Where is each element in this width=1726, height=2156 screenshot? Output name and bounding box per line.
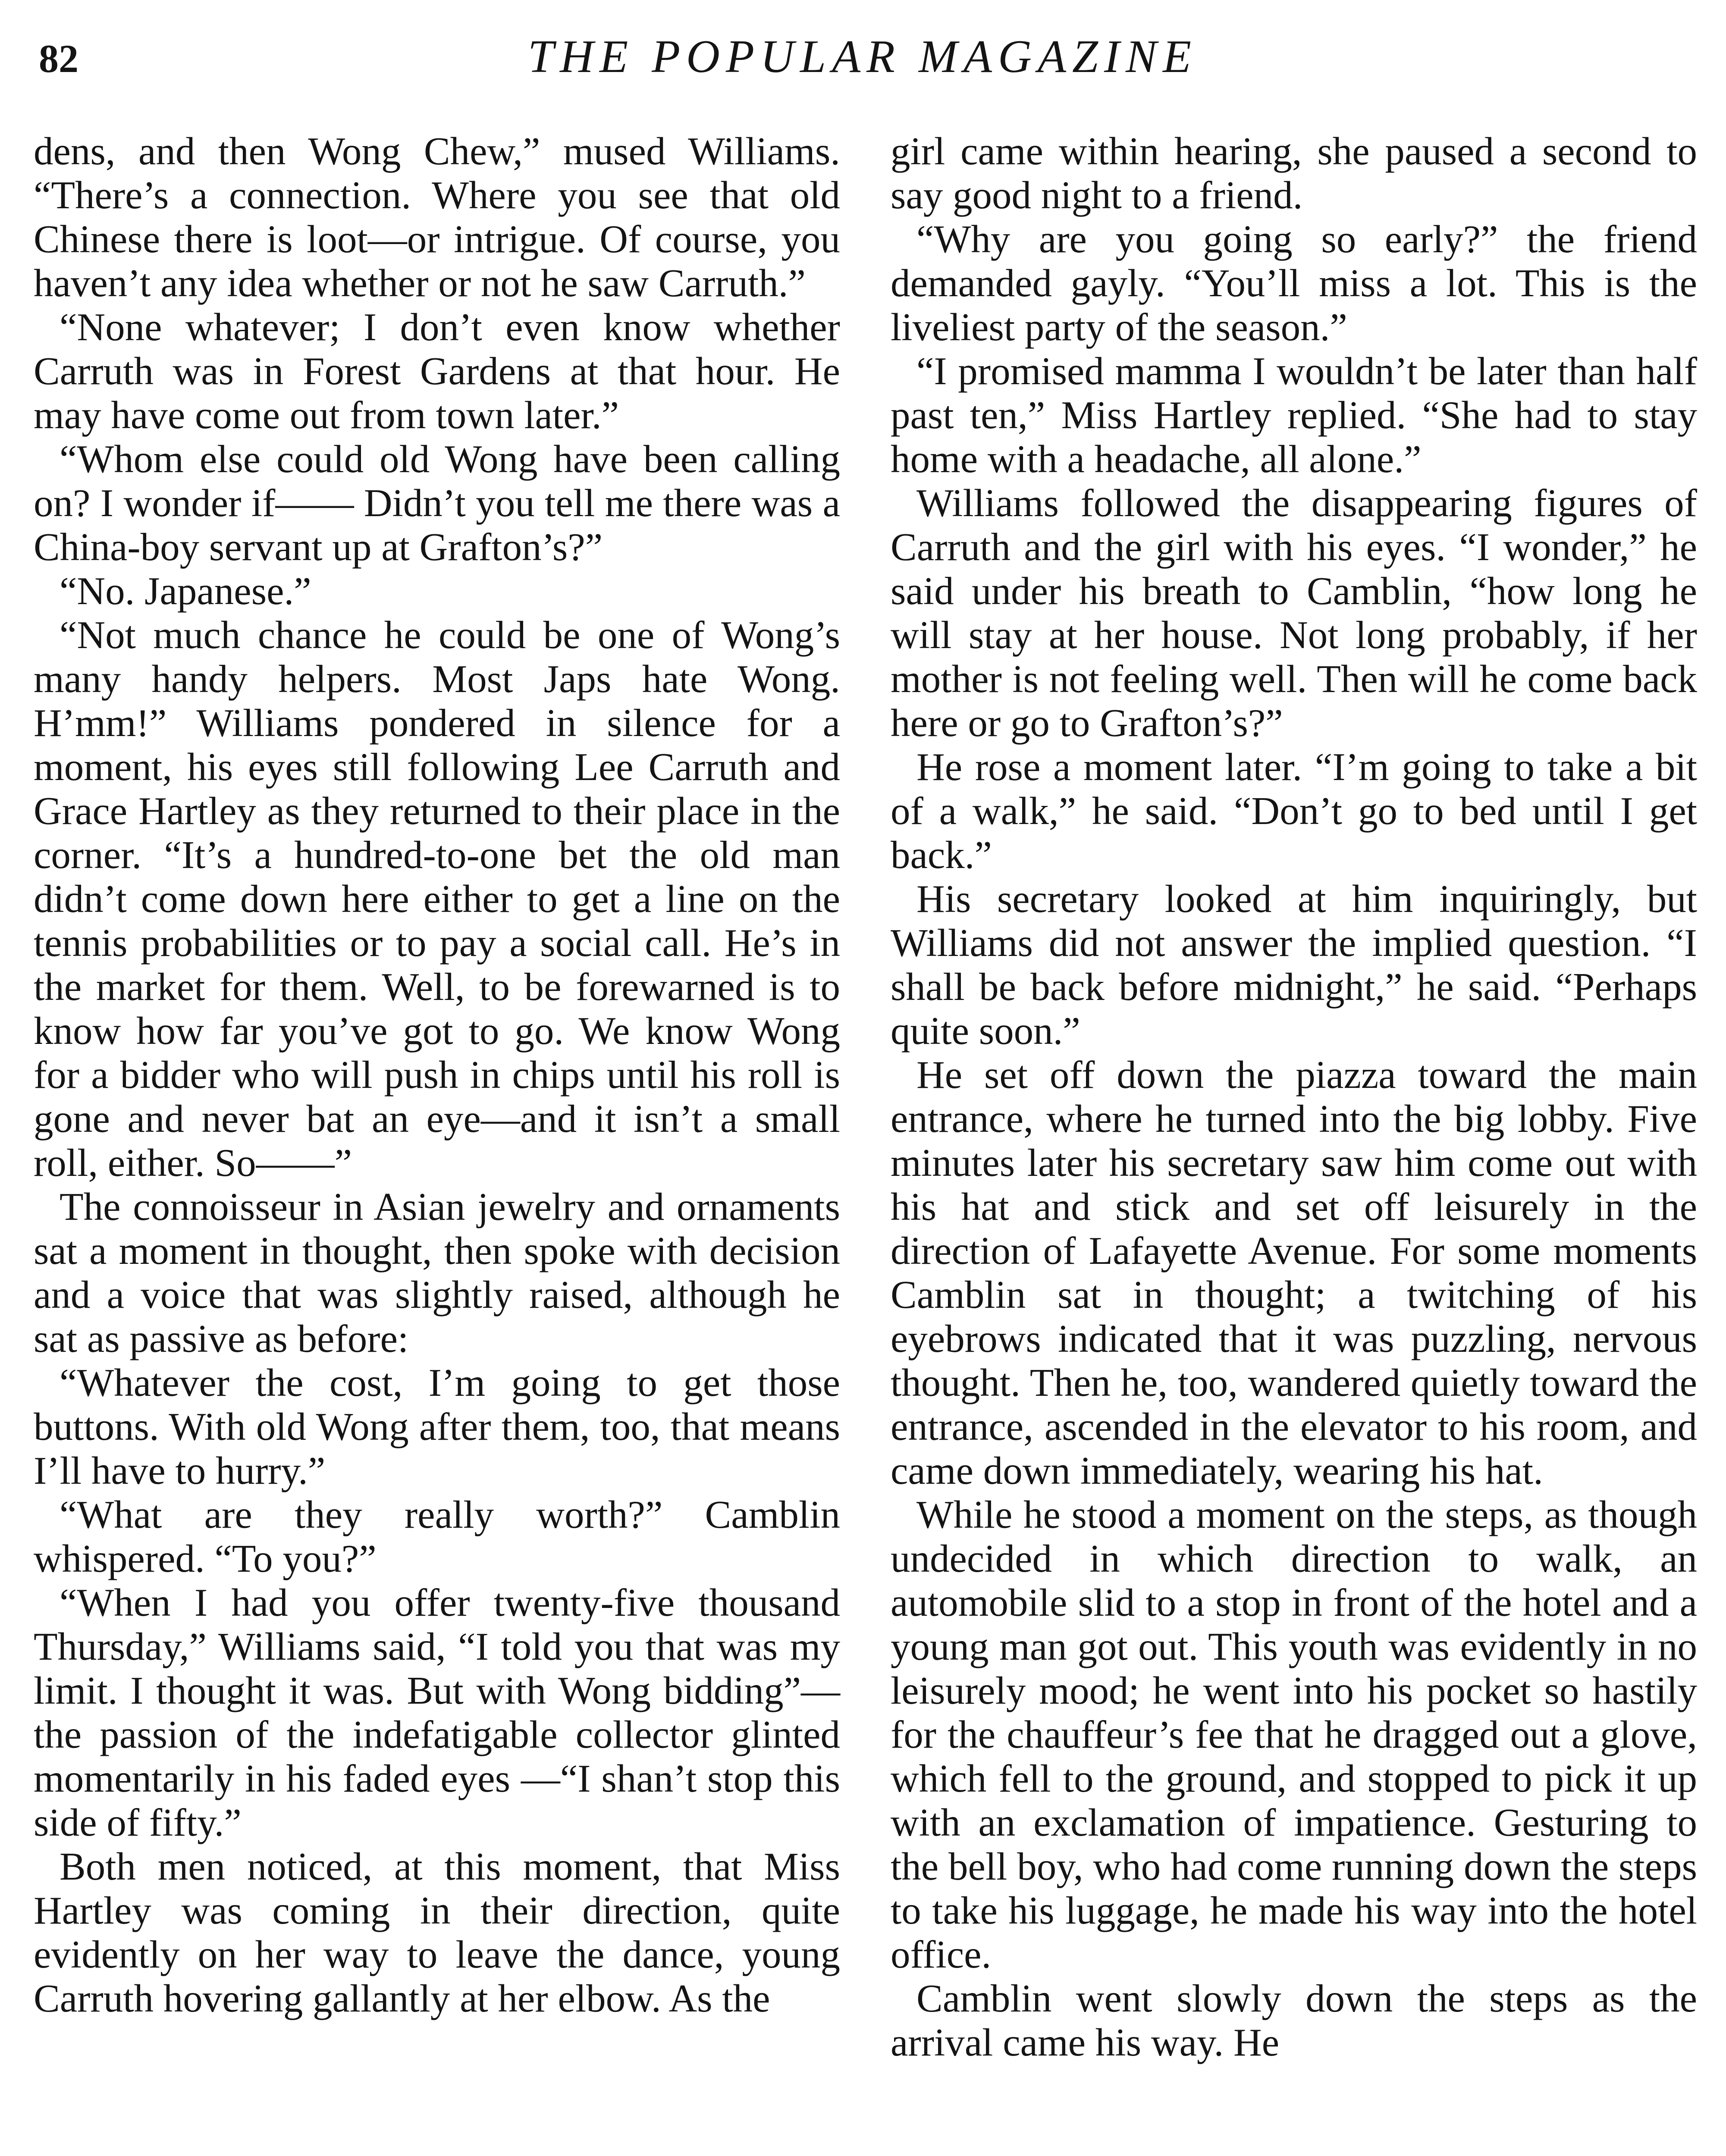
running-head: THE POPULAR MAGAZINE <box>528 31 1197 82</box>
paragraph: “I promised mamma I wouldn’t be later than half past ten,” Miss Hartley replied. “She had to stay home with a headache, all alone.” <box>891 349 1697 481</box>
paragraph: “No. Japanese.” <box>60 569 311 613</box>
paragraph: “None whatever; I don’t even know whether Carruth was in Forest Gardens at that hour. He may have come out from town later.” <box>34 305 840 437</box>
paragraph: “Why are you going so early?” the friend demanded gayly. “You’ll miss a lot. This is the liveliest party of the season.” <box>891 217 1697 349</box>
paragraph: While he stood a moment on the steps, as though undecided in which direction to walk, an automobile slid to a stop in front of the hotel and a young man got out. This youth was evidently in no leisurely mood; he went into his pocket so hastily for the chauffeur’s fee that he dragged out a glove, which fell to the ground, and stopped to pick it up with an exclamation of impatience. Gesturing to the bell boy, who had come running down the steps to take his luggage, he made his way into the hotel office. <box>891 1493 1697 1976</box>
paragraph: Camblin went slowly down the steps as the arrival came his way. He <box>891 1977 1697 2064</box>
paragraph: Both men noticed, at this moment, that Miss Hartley was coming in their direction, quite evidently on her way to leave the dance, young Carruth hovering gallantly at her elbow. As the <box>34 1845 840 2020</box>
paragraph: “What are they really worth?” Camblin whispered. “To you?” <box>34 1493 840 1580</box>
paragraph: “Whatever the cost, I’m going to get those buttons. With old Wong after them, too, that means I’ll have to hurry.” <box>34 1361 840 1492</box>
paragraph: The connoisseur in Asian jewelry and ornaments sat a moment in thought, then spoke with decision and a voice that was slightly raised, although he sat as passive as before: <box>34 1185 840 1360</box>
paragraph: He rose a moment later. “I’m going to take a bit of a walk,” he said. “Don’t go to bed until I get back.” <box>891 745 1697 877</box>
paragraph: dens, and then Wong Chew,” mused Williams. “There’s a connection. Where you see that old Chinese there is loot—or intrigue. Of course, you haven’t any idea whether or not he saw Carruth.” <box>34 129 840 305</box>
paragraph: He set off down the piazza toward the main entrance, where he turned into the big lobby. Five minutes later his secretary saw him come out with his hat and stick and set off leisurely in the direction of Lafayette Avenue. For some moments Camblin sat in thought; a twitching of his eyebrows indicated that it was puzzling, nervous thought. Then he, too, wandered quietly toward the entrance, ascended in the elevator to his room, and came down immediately, wearing his hat. <box>891 1053 1697 1492</box>
paragraph: “When I had you offer twenty-five thousand Thursday,” Williams said, “I told you that was my limit. I thought it was. But with Wong bidding”—the passion of the indefatigable collector glinted momentarily in his faded eyes —“I shan’t stop this side of fifty.” <box>34 1581 840 1844</box>
paragraph: His secretary looked at him inquiringly, but Williams did not answer the implied question. “I shall be back before midnight,” he said. “Perhaps quite soon.” <box>891 877 1697 1053</box>
page-number: 82 <box>39 37 78 81</box>
paragraph: “Not much chance he could be one of Wong’s many handy helpers. Most Japs hate Wong. H’mm!” Williams pondered in silence for a moment, his eyes still following Lee Carruth and Grace Hartley as they returned to their place in the corner. “It’s a hundred-to-one bet the old man didn’t come down here either to get a line on the tennis probabilities or to pay a social call. He’s in the market for them. Well, to be forewarned is to know how far you’ve got to go. We know Wong for a bidder who will push in chips until his roll is gone and never bat an eye—and it isn’t a small roll, either. So——” <box>34 613 840 1185</box>
column-left <box>34 129 840 2021</box>
column-right <box>891 129 1697 2065</box>
paragraph: Williams followed the disappearing figures of Carruth and the girl with his eyes. “I wonder,” he said under his breath to Camblin, “how long he will stay at her house. Not long probably, if her mother is not feeling well. Then will he come back here or go to Grafton’s?” <box>891 481 1697 745</box>
paragraph: girl came within hearing, she paused a second to say good night to a friend. <box>891 129 1697 217</box>
paragraph: “Whom else could old Wong have been calling on? I wonder if—— Didn’t you tell me there was a China-boy servant up at Grafton’s?” <box>34 437 840 569</box>
